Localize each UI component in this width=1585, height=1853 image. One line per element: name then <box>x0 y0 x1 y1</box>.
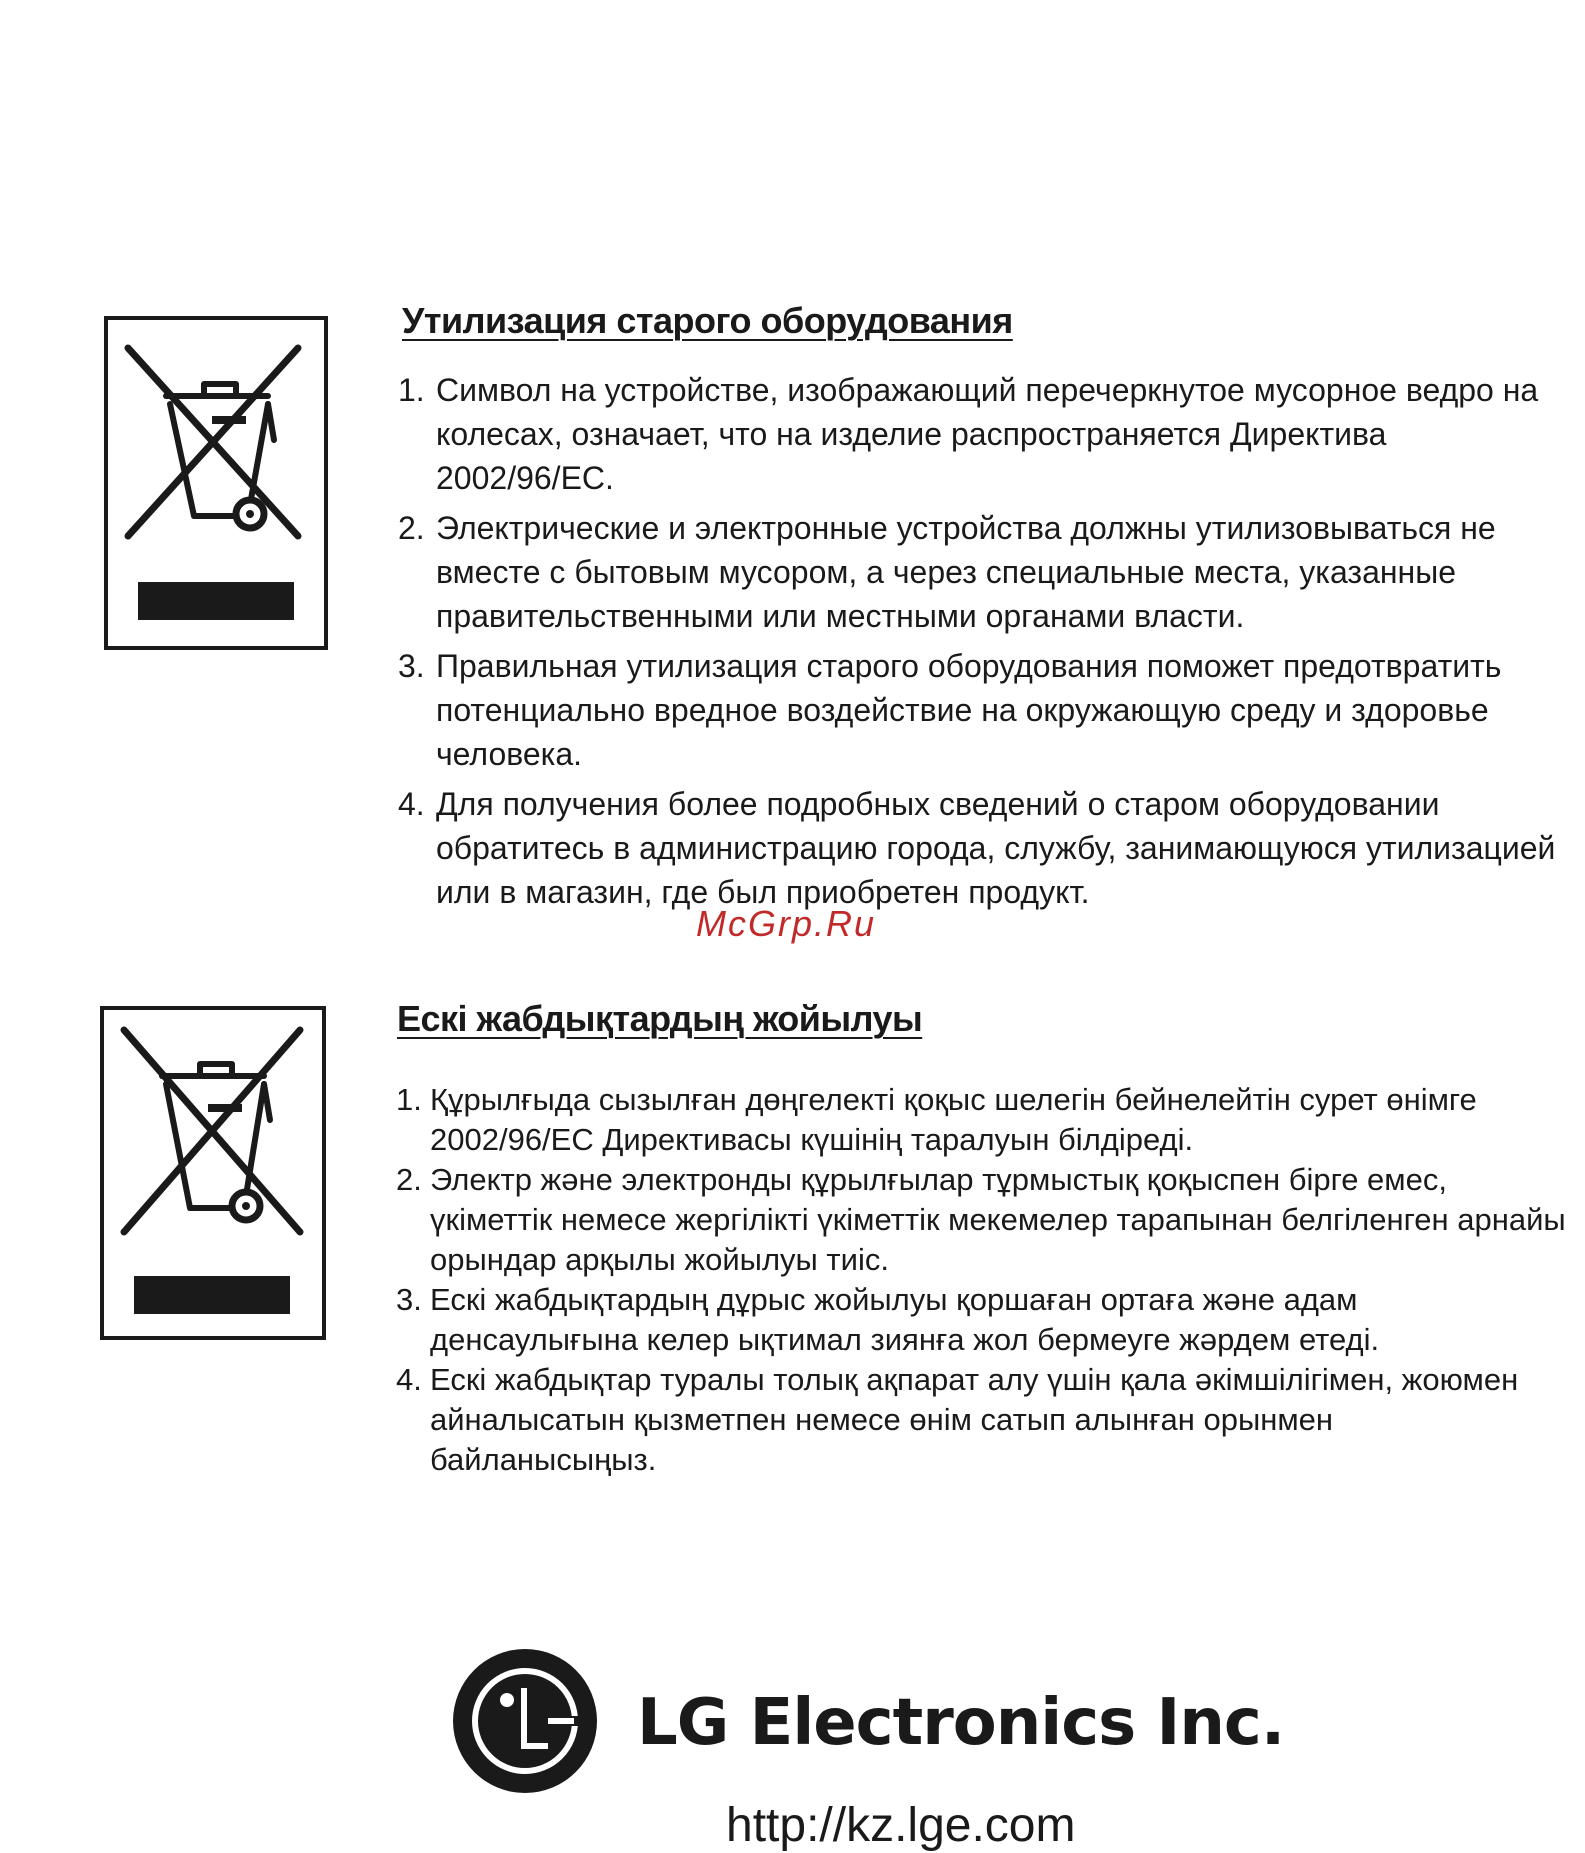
list-item <box>398 644 1568 776</box>
kz-instructions-list <box>396 1080 1566 1480</box>
list-item <box>396 1160 1566 1280</box>
list-item <box>396 1280 1566 1360</box>
item-text: Электр және электронды құрылғылар тұрмыстық қоқыспен бірге емес, үкіметтік немесе жергілікті үкіметтік мекемелер тарапынан белгіленген арнайы орындар арқылы жойылуы тиіс. <box>430 1162 1566 1277</box>
company-name: LG Electronics Inc. <box>637 1686 1285 1760</box>
item-number: 4. <box>398 786 425 822</box>
item-text: Ескі жабдықтар туралы толық ақпарат алу үшін қала әкімшілігімен, жоюмен айналысатын қызметпен немесе өнім сатып алынған орынмен байланысыңыз. <box>430 1362 1519 1477</box>
weee-symbol-kz <box>100 1006 326 1340</box>
list-item <box>396 1080 1566 1160</box>
kz-section-title: Ескі жабдықтардың жойылуы <box>397 998 923 1039</box>
item-text: Ескі жабдықтардың дұрыс жойылуы қоршаған ортаға және адам денсаулығына келер ықтимал зиянға жол бермеуге жәрдем етеді. <box>430 1282 1380 1357</box>
ru-section-title: Утилизация старого оборудования <box>402 300 1013 341</box>
item-number: 1. <box>398 372 425 408</box>
list-item <box>396 1360 1566 1480</box>
item-text: Правильная утилизация старого оборудования поможет предотвратить потенциально вредное воздействие на окружающую среду и здоровье человека. <box>436 648 1502 772</box>
list-item <box>398 368 1568 500</box>
website-url[interactable]: http://kz.lge.com <box>726 1799 1076 1852</box>
item-text: Құрылғыда сызылған дөңгелекті қоқыс шелегін бейнелейтін сурет өнімге 2002/96/EC Директивасы күшінің таралуын білдіреді. <box>430 1082 1477 1157</box>
lg-logo <box>452 1648 598 1794</box>
watermark: McGrp.Ru <box>696 903 877 944</box>
weee-symbol-ru <box>104 316 328 650</box>
list-item <box>398 506 1568 638</box>
item-number: 3. <box>396 1282 422 1317</box>
item-number: 1. <box>396 1082 422 1117</box>
list-item <box>398 782 1568 914</box>
item-number: 3. <box>398 648 425 684</box>
item-text: Символ на устройстве, изображающий перечеркнутое мусорное ведро на колесах, означает, что на изделие распространяется Директива 2002/96/EC. <box>436 372 1539 496</box>
item-number: 2. <box>396 1162 422 1197</box>
brand-block <box>452 1648 1285 1798</box>
item-number: 4. <box>396 1362 422 1397</box>
weee-black-bar <box>134 1276 290 1314</box>
item-text: Электрические и электронные устройства должны утилизовываться не вместе с бытовым мусором, а через специальные места, указанные правительственными или местными органами власти. <box>436 510 1496 634</box>
weee-black-bar <box>138 582 294 620</box>
ru-instructions-list <box>398 368 1568 920</box>
item-number: 2. <box>398 510 425 546</box>
item-text: Для получения более подробных сведений о старом оборудовании обратитесь в администрацию города, службу, занимающуюся утилизацией или в магазин, где был приобретен продукт. <box>436 786 1556 910</box>
